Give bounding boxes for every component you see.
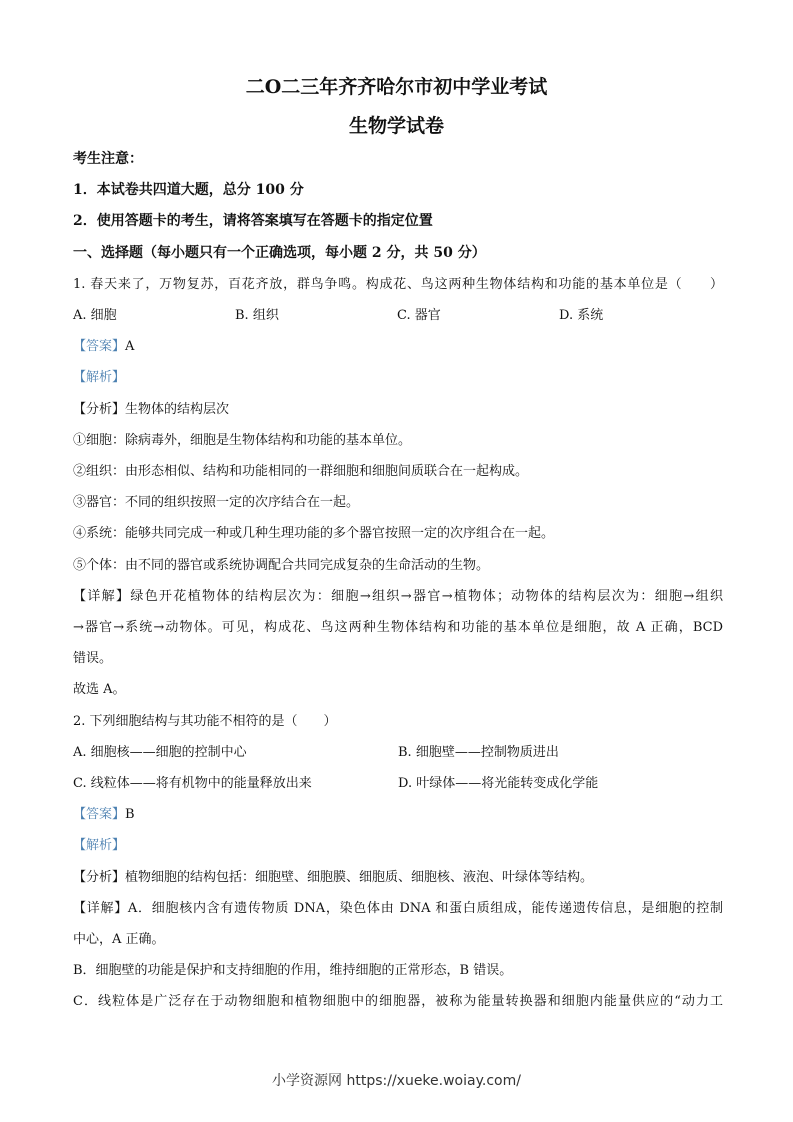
watermark-footer: 小学资源网 https://xueke.woiay.com/ [272,1073,521,1089]
explanation-line: ①细胞：除病毒外，细胞是生物体结构和功能的基本单位。 [73,432,412,448]
explanation-line: ②组织：由形态相似、结构和功能相同的一群细胞和细胞间质联合在一起构成。 [73,464,529,480]
question-2-stem: 2. 下列细胞结构与其功能不相符的是（ ） [73,713,337,729]
explanation-line: ③器官：不同的组织按照一定的次序结合在一起。 [73,495,360,511]
option-b: B. 组织 [235,308,279,324]
question-2-options [73,737,723,768]
explanation-line: 中心，A 正确。 [73,932,165,948]
exam-title: 二O二三年齐齐哈尔市初中学业考试 [245,76,548,98]
question-2-options [73,768,723,799]
option-c: C. 线粒体——将有机物中的能量释放出来 [73,776,312,792]
option-b: B. 细胞壁——控制物质进出 [398,744,559,760]
answer-line [73,331,723,362]
document-body [73,144,723,1018]
explanation-line: B．细胞壁的功能是保护和支持细胞的作用，维持细胞的正常形态，B 错误。 [73,963,513,979]
answer-tag: 【答案】 [73,807,126,823]
option-a: A. 细胞 [73,308,117,324]
answer-line [73,799,723,830]
explanation-line: 【详解】A．细胞核内含有遗传物质 DNA，染色体由 DNA 和蛋白质组成，能传递遗传信息，是细胞的控制 [73,900,723,916]
question-1-stem: 1. 春天来了，万物复苏，百花齐放，群鸟争鸣。构成花、鸟这两种生物体结构和功能的基本单位是（ ） [73,276,723,292]
explanation-line: 错误。 [73,651,113,667]
option-a: A. 细胞核——细胞的控制中心 [73,744,247,760]
explanation-line: 【详解】绿色开花植物体的结构层次为：细胞→组织→器官→植物体；动物体的结构层次为：细胞→组织 [73,588,723,604]
option-c: C. 器官 [397,308,441,324]
explanation-line: ④系统：能够共同完成一种或几种生理功能的多个器官按照一定的次序组合在一起。 [73,526,555,542]
notice-item: 1．本试卷共四道大题，总分 100 分 [73,182,304,199]
explanation-line: 【分析】生物体的结构层次 [73,401,230,417]
question-1-options [73,300,723,331]
explanation-line: 【分析】植物细胞的结构包括：细胞壁、细胞膜、细胞质、细胞核、液泡、叶绿体等结构。 [73,869,594,885]
option-d: D. 叶绿体——将光能转变成化学能 [398,776,599,792]
option-d: D. 系统 [559,308,604,324]
analysis-tag: 【解析】 [73,838,126,854]
exam-subtitle: 生物学试卷 [348,115,444,137]
explanation-line: ⑤个体：由不同的器官或系统协调配合共同完成复杂的生命活动的生物。 [73,557,490,573]
answer-value: B [125,807,135,823]
notice-heading: 考生注意： [73,151,143,167]
explanation-line: →器官→系统→动物体。可见，构成花、鸟这两种生物体结构和功能的基本单位是细胞，故 A 正确，BCD [73,620,723,636]
notice-item: 2．使用答题卡的考生，请将答案填写在答题卡的指定位置 [73,213,433,230]
answer-value: A [125,339,135,355]
explanation-line: 故选 A。 [73,682,126,698]
section-heading: 一、选择题（每小题只有一个正确选项，每小题 2 分，共 50 分） [73,244,486,261]
analysis-tag: 【解析】 [73,370,126,386]
explanation-line: C．线粒体是广泛存在于动物细胞和植物细胞中的细胞器，被称为能量转换器和细胞内能量供应的“动力工 [73,994,723,1010]
answer-tag: 【答案】 [73,339,126,355]
